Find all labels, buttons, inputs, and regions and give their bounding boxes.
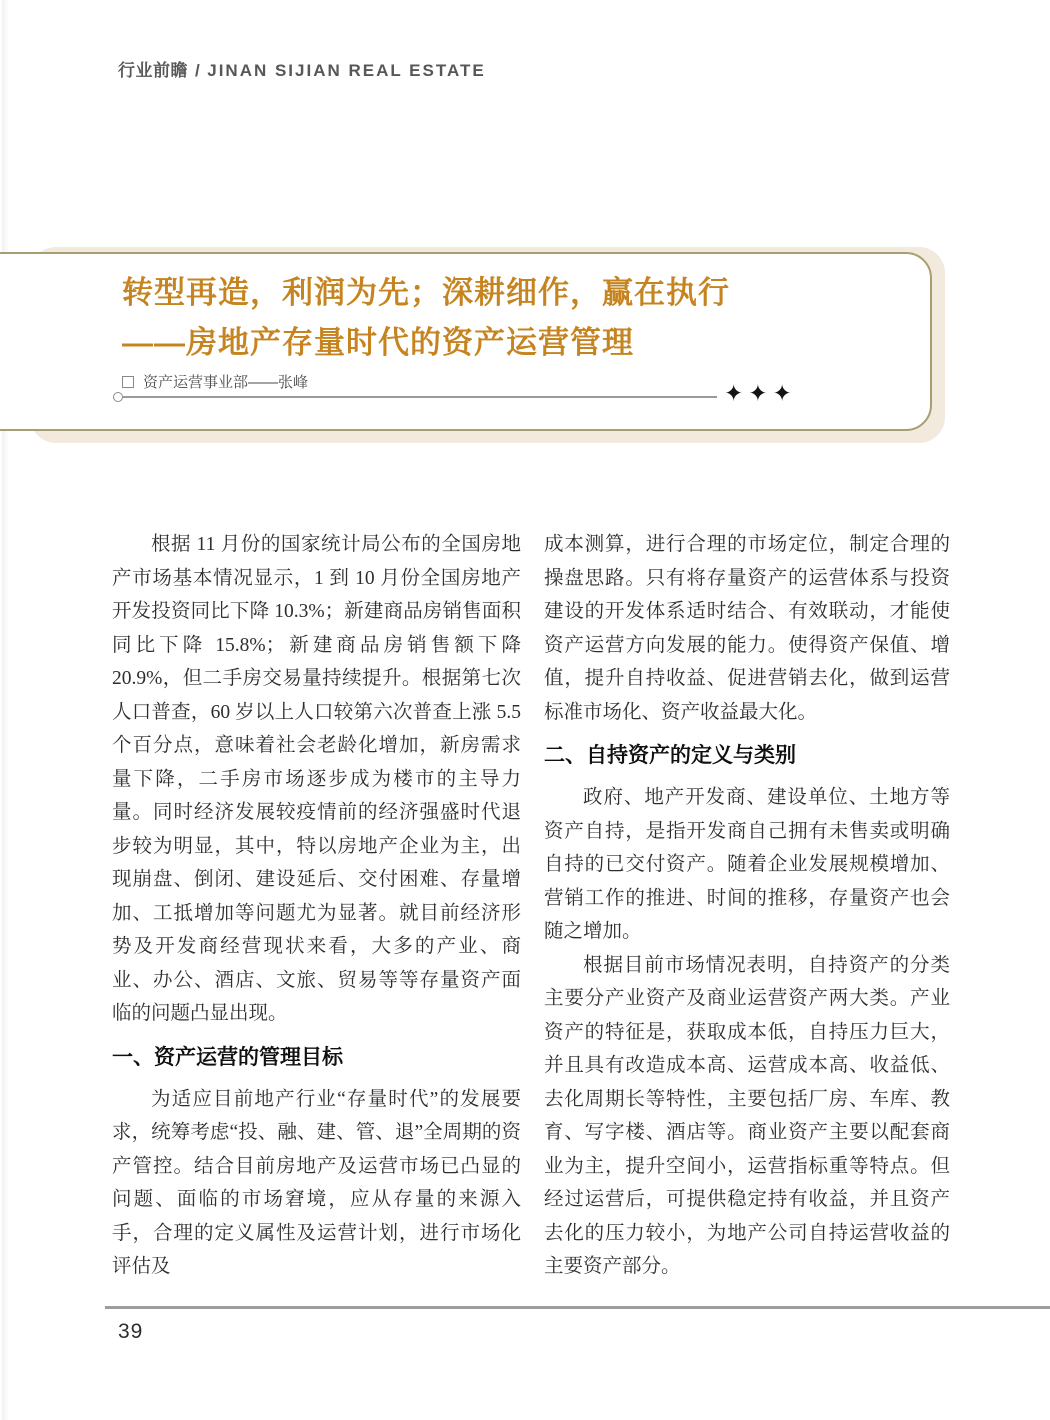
byline-text: 资产运营事业部——张峰 — [143, 374, 309, 391]
left-paragraph-1: 根据 11 月份的国家统计局公布的全国房地产市场基本情况显示，1 到 10 月份全国房地产开发投资同比下降 10.3%；新建商品房销售面积同比下降 15.8%；新建商品房销售额下降 20.9%，但二手房交易量持续提升。根据第七次人口普查，60 岁以上人口较第六次普查上涨 5.5 个百分点，意味着社会老龄化增加，新房需求量下降，二手房市场逐步成为楼市的主导力量。同时经济发展较疫情前的经济强盛时代退步较为明显，其中，特以房地产企业为主，出现崩盘、倒闭、建设延后、交付困难、存量增加、工抵增加等问题尤为显著。就目前经济形势及开发商经营现状来看，大多的产业、商业、办公、酒店、文旅、贸易等等存量资产面临的问题凸显出现。 — [112, 534, 521, 1024]
scan-edge-artifact — [2, 0, 8, 1420]
right-paragraph-3: 根据目前市场情况表明，自持资产的分类主要分产业资产及商业运营资产两大类。产业资产的特征是，获取成本低，自持压力巨大，并且具有改造成本高、运营成本高、收益低、去化周期长等特性，主要包括厂房、车库、教育、写字楼、酒店等。商业资产主要以配套商业为主，提升空间小，运营指标重等特点。但经过运营后，可提供稳定持有收益，并且资产去化的压力较小，为地产公司自持运营收益的主要资产部分。 — [544, 954, 950, 1277]
running-header-cn: 行业前瞻 — [118, 61, 188, 80]
left-paragraph-2: 为适应目前地产行业“存量时代”的发展要求，统筹考虑“投、融、建、管、退”全周期的资产管控。结合目前房地产及运营市场已凸显的问题、面临的市场窘境，应从存量的来源入手，合理的定义属性及运营计划，进行市场化评估及 — [112, 1088, 521, 1277]
article-title-line1: 转型再造，利润为先；深耕细作，赢在执行 — [122, 275, 730, 310]
rule-circle-icon — [113, 392, 123, 402]
running-header-en: JINAN SIJIAN REAL ESTATE — [207, 61, 486, 80]
rule-line — [123, 396, 717, 398]
article-left-column — [112, 528, 521, 1284]
section-heading-1: 一、资产运营的管理目标 — [112, 1045, 343, 1069]
article-right-column — [544, 528, 950, 1284]
article-title-line2: ——房地产存量时代的资产运营管理 — [122, 325, 634, 360]
section-heading-2: 二、自持资产的定义与类别 — [544, 744, 796, 767]
right-paragraph-1: 成本测算，进行合理的市场定位，制定合理的操盘思路。只有将存量资产的运营体系与投资建设的开发体系适时结合、有效联动，才能使资产运营方向发展的能力。使得资产保值、增值，提升自持收益、促进营销去化，做到运营标准市场化、资产收益最大化。 — [544, 534, 950, 723]
byline — [122, 371, 308, 392]
byline-square-icon — [122, 376, 134, 388]
page-number: 39 — [118, 1320, 144, 1343]
byline-rule — [113, 392, 717, 402]
article-title — [122, 268, 730, 368]
running-header — [118, 56, 486, 81]
sparkle-stars-icon: ✦✦✦ — [724, 381, 797, 407]
right-paragraph-2: 政府、地产开发商、建设单位、土地方等资产自持，是指开发商自己拥有未售卖或明确自持的已交付资产。随着企业发展规模增加、营销工作的推进、时间的推移，存量资产也会随之增加。 — [544, 787, 950, 942]
running-header-separator: / — [195, 61, 201, 80]
footer-divider-bar — [105, 1306, 1050, 1309]
